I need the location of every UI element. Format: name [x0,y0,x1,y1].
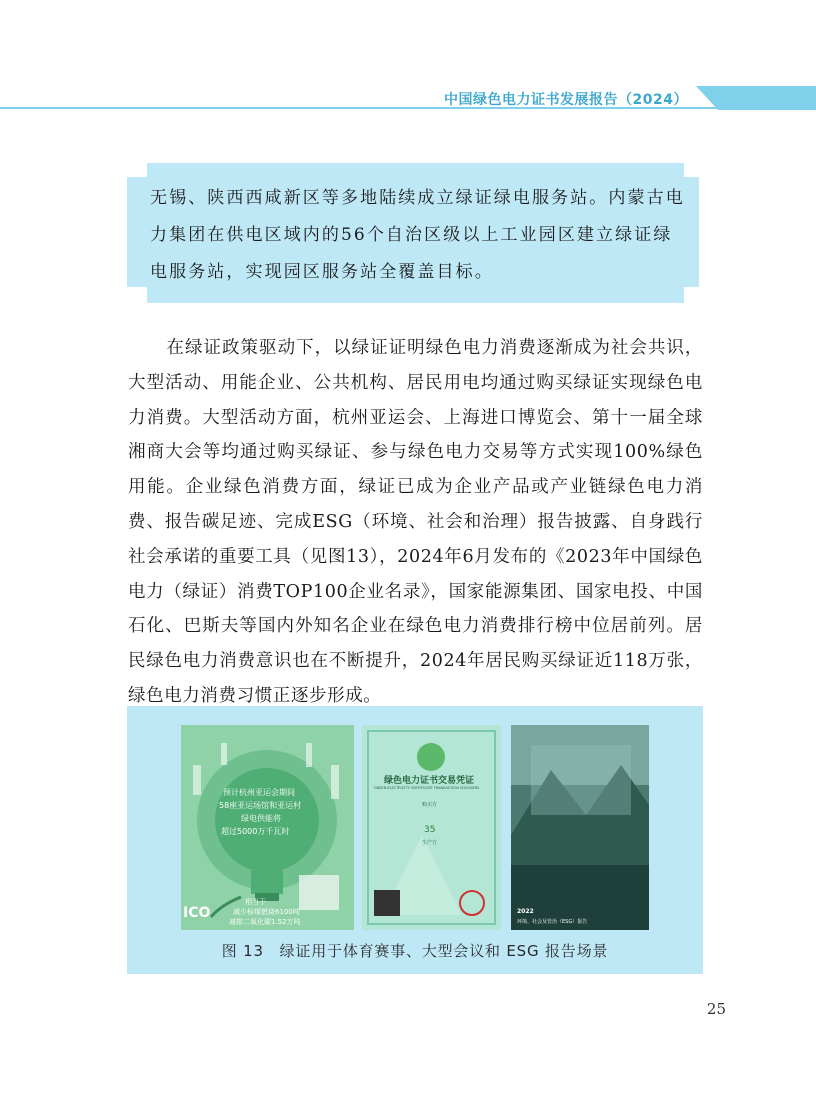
esg-title: 环境、社会及管治（ESG）报告 [517,919,588,925]
voucher-subtitle: GREEN ELECTRICITY CERTIFICATE TRANSACTION VOUCHERS [374,786,480,790]
mountain-lake-photo [511,725,649,930]
infographic-line2: 58座亚运场馆和亚运村 [219,801,302,810]
infographic-line1: 预计杭州亚运会期间 [223,788,295,797]
voucher-title: 绿色电力证书交易凭证 [384,776,475,786]
infographic-line4: 超过5000万千瓦时 [221,827,290,836]
infographic-co2: 减排二氧化碳1.52万吨 [229,918,301,926]
infographic-line3: 绿电供能将 [241,814,281,823]
esg-report-cover [511,725,649,930]
header-tab-decoration [696,86,816,110]
page-number: 25 [706,1000,726,1018]
voucher-buyer-label: 购买方 [422,802,438,808]
infographic-coal: 减少标煤燃烧6100吨 [233,908,300,916]
body-paragraph: 在绿证政策驱动下，以绿证证明绿色电力消费逐渐成为社会共识，大型活动、用能企业、公共机构、居民用电均通过购买绿证实现绿色电力消费。大型活动方面，杭州亚运会、上海进口博览会、第十一届全球湘商大会等均通过购买绿证、参与绿色电力交易等方式实现100%绿色用能。企业绿色消费方面，绿证已成为企业产品或产业链绿色电力消费、报告碳足迹、完成ESG（环境、社会和治理）报告披露、自身践行社会承诺的重要工具（见图13），2024年6月发布的《2023年中国绿色电力（绿证）消费TOP100企业名录》，国家能源集团、国家电投、中国石化、巴斯夫等国内外知名企业在绿色电力消费排行榜中位居前列。居民绿色电力消费意识也在不断提升，2024年居民购买绿证近118万张，绿色电力消费习惯正逐步形成。 [128,338,703,706]
callout-text: 无锡、陕西西咸新区等多地陆续成立绿证绿电服务站。内蒙古电力集团在供电区域内的56个自治区级以上工业园区建立绿证绿电服务站，实现园区服务站全覆盖目标。 [150,188,685,282]
infographic-equivalent: 相当于 [245,898,266,906]
voucher-amount: 35 [424,825,436,835]
green-certificate-voucher [362,725,501,930]
infographic-corner-logo: ICO [183,905,211,921]
voucher-seller-label: 生产方 [422,840,438,846]
asian-games-infographic [181,725,354,930]
running-header-title: 中国绿色电力证书发展报告（2024） [444,92,688,108]
figure-caption: 图 13 绿证用于体育赛事、大型会议和 ESG 报告场景 [221,942,609,960]
esg-year: 2022 [517,908,534,915]
